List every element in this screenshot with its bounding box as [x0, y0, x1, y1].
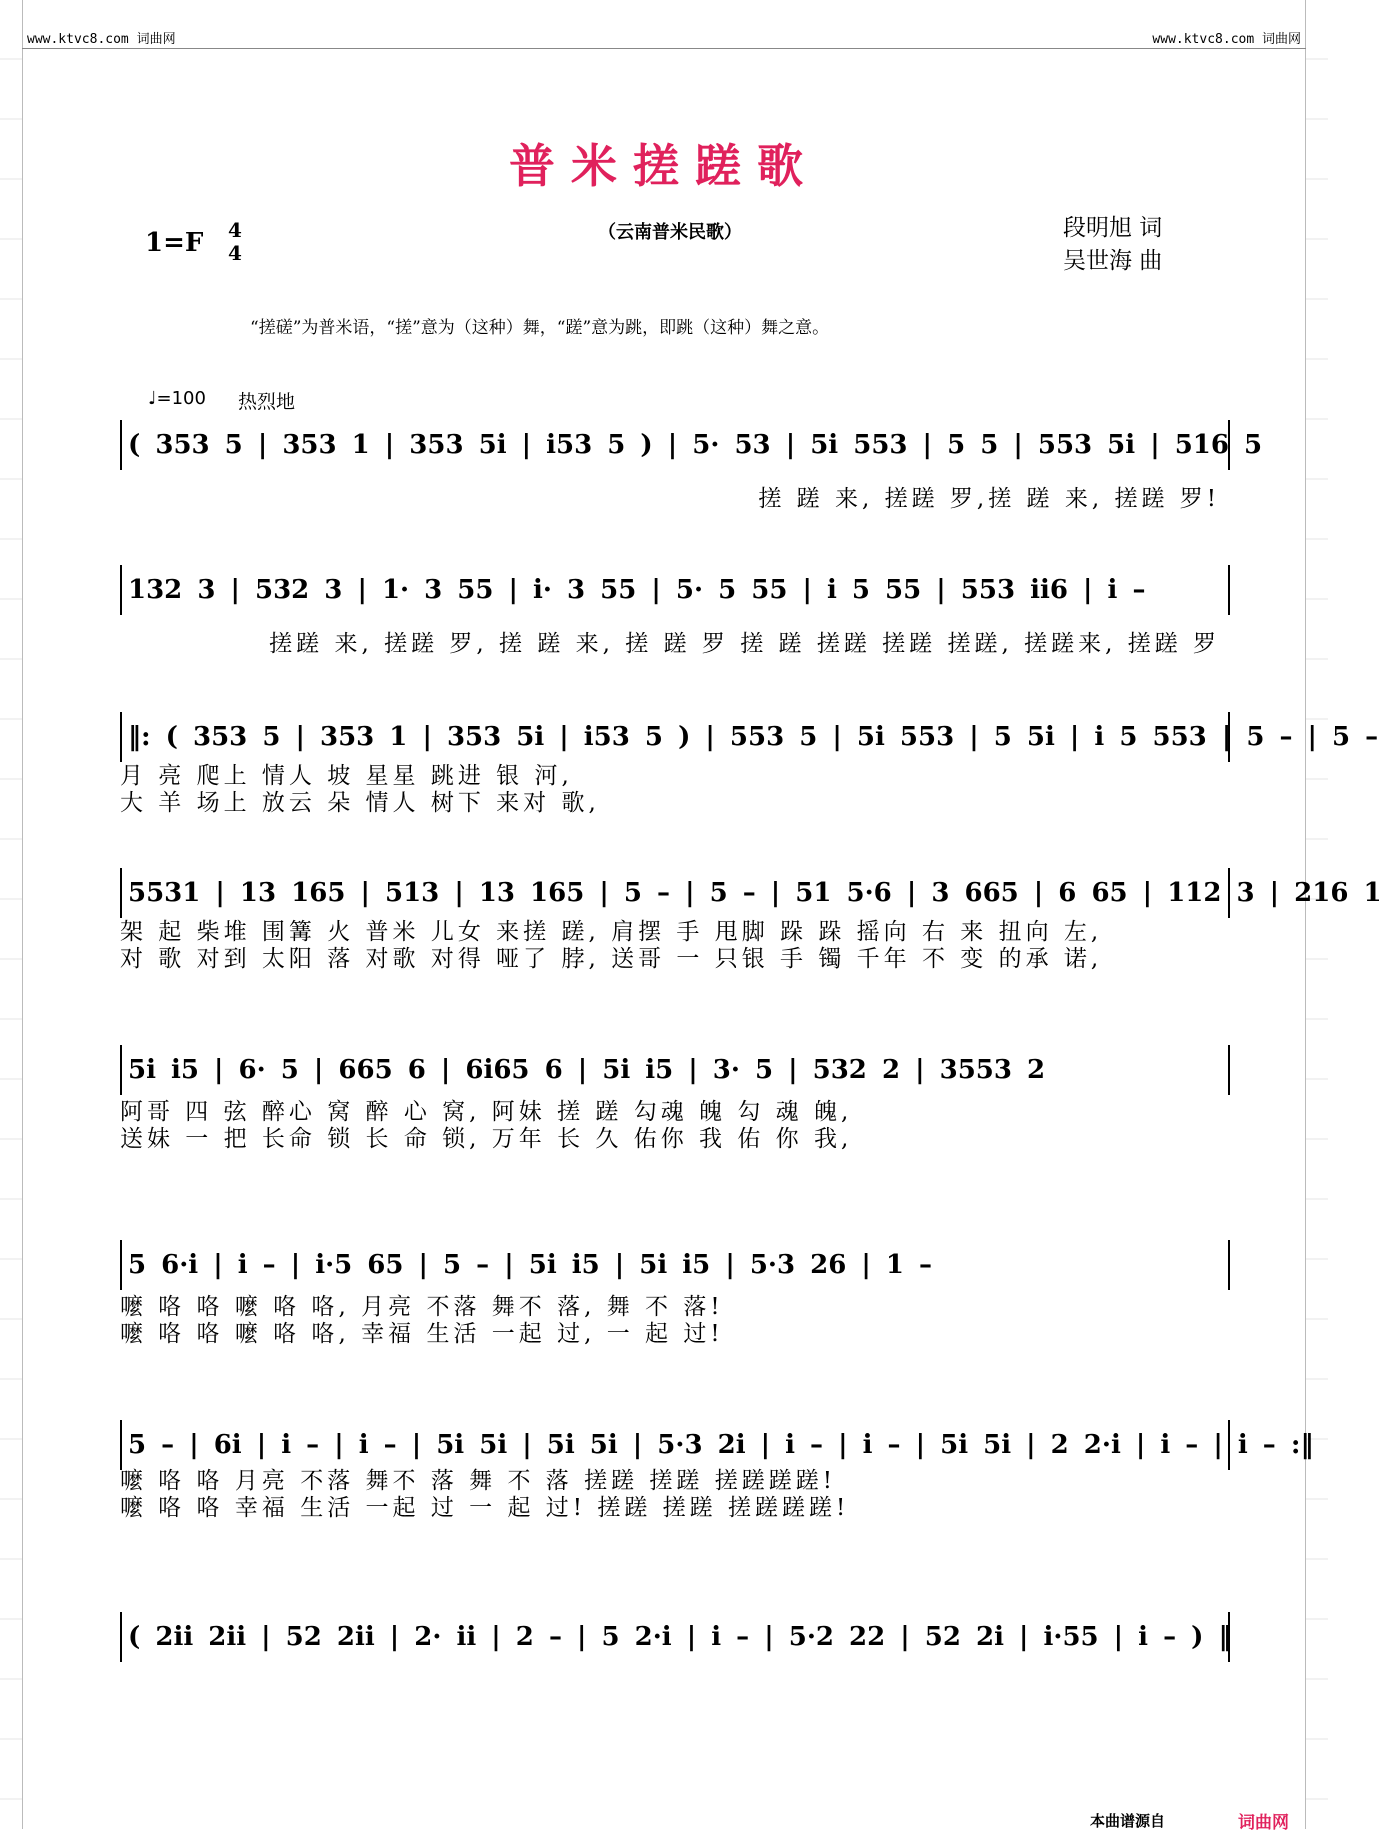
time-signature	[228, 219, 242, 265]
lyric-line: 架 起 柴堆 围篝 火 普米 儿女 来搓 蹉, 肩摆 手 甩脚 跺 跺 摇向 右 来 扭向 左,	[120, 919, 1103, 945]
tempo-mark: ♩=100	[148, 388, 206, 409]
jianpu-notes: 5 – | 6i | i – | i – | 5i 5i | 5i 5i | 5·3 2i | i – | i – | 5i 5i | 2 2·i | i – | i – :‖	[120, 1420, 1230, 1470]
lyric-line: 送妹 一 把 长命 锁 长 命 锁, 万年 长 久 佑你 我 佑 你 我,	[120, 1126, 853, 1152]
staff-system	[0, 1240, 1328, 1360]
staff-system	[0, 420, 1328, 540]
key-signature: 1=F	[145, 228, 204, 258]
time-numerator: 4	[228, 218, 242, 242]
site-watermark-left: www.ktvc8.com 词曲网	[27, 32, 176, 47]
credits	[1063, 212, 1162, 278]
lyric-line: 嚒 咯 咯 嚒 咯 咯, 幸福 生活 一起 过, 一 起 过!	[120, 1321, 724, 1347]
staff-system	[0, 1612, 1328, 1732]
header-rule	[22, 48, 1306, 49]
lyric-line: 嚒 咯 咯 嚒 咯 咯, 月亮 不落 舞不 落, 舞 不 落!	[120, 1294, 724, 1320]
composer: 吴世海 曲	[1063, 248, 1163, 274]
jianpu-notes: 132 3 | 532 3 | 1· 3 55 | i· 3 55 | 5· 5 55 | i 5 55 | 553 ii6 | i –	[120, 565, 1230, 615]
footer-source-label: 本曲谱源自	[1090, 1812, 1166, 1830]
jianpu-notes: ‖: ( 353 5 | 353 1 | 353 5i | i53 5 ) | 553 5 | 5i 553 | 5 5i | i 5 553 | 5 – | 5 –	[120, 712, 1230, 762]
lyricist: 段明旭 词	[1063, 215, 1163, 241]
jianpu-notes: 5i i5 | 6· 5 | 665 6 | 6i65 6 | 5i i5 | 3· 5 | 532 2 | 3553 2	[120, 1045, 1230, 1095]
lyric-line: 搓蹉 来, 搓蹉 罗, 搓 蹉 来, 搓 蹉 罗 搓 蹉 搓蹉 搓蹉 搓蹉, 搓蹉来, 搓蹉 罗	[269, 631, 1220, 657]
title-note: “搓磋”为普米语，“搓”意为（这种）舞，“蹉”意为跳，即跳（这种）舞之意。	[250, 318, 830, 338]
jianpu-notes: ( 353 5 | 353 1 | 353 5i | i53 5 ) | 5· 53 | 5i 553 | 5 5 | 553 5i | 516 5	[120, 420, 1230, 470]
lyric-line: 嚒 咯 咯 月亮 不落 舞不 落 舞 不 落 搓蹉 搓蹉 搓蹉蹉蹉!	[120, 1468, 836, 1494]
lyric-line: 搓 蹉 来, 搓蹉 罗,搓 蹉 来, 搓蹉 罗!	[758, 486, 1220, 512]
lyric-line: 阿哥 四 弦 醉心 窝 醉 心 窝, 阿妹 搓 蹉 勾魂 魄 勾 魂 魄,	[120, 1099, 853, 1125]
song-title: 普米搓蹉歌	[509, 139, 819, 193]
footer-logo: 词曲网	[1238, 1813, 1289, 1833]
tempo-description: 热烈地	[238, 391, 296, 413]
song-subtitle: （云南普米民歌）	[598, 222, 742, 243]
jianpu-notes: 5531 | 13 165 | 513 | 13 165 | 5 – | 5 – | 51 5·6 | 3 665 | 6 65 | 112 3 | 216 1	[120, 868, 1230, 918]
lyric-line: 对 歌 对到 太阳 落 对歌 对得 哑了 脖, 送哥 一 只银 手 镯 千年 不 变 的承 诺,	[120, 946, 1103, 972]
staff-system	[0, 1420, 1328, 1540]
jianpu-notes: 5 6·i | i – | i·5 65 | 5 – | 5i i5 | 5i i5 | 5·3 26 | 1 –	[120, 1240, 1230, 1290]
jianpu-notes: ( 2ii 2ii | 52 2ii | 2· ii | 2 – | 5 2·i | i – | 5·2 22 | 52 2i | i·55 | i – ) ‖	[120, 1612, 1230, 1662]
lyric-line: 大 羊 场上 放云 朵 情人 树下 来对 歌,	[120, 790, 600, 816]
staff-system	[0, 868, 1382, 988]
staff-system	[0, 565, 1328, 685]
staff-system	[0, 1045, 1328, 1165]
staff-system	[0, 712, 1379, 832]
lyric-line: 嚒 咯 咯 幸福 生活 一起 过 一 起 过! 搓蹉 搓蹉 搓蹉蹉蹉!	[120, 1495, 850, 1521]
site-watermark-right: www.ktvc8.com 词曲网	[1152, 32, 1301, 47]
lyric-line: 月 亮 爬上 情人 坡 星星 跳进 银 河,	[120, 763, 573, 789]
time-denominator: 4	[228, 241, 242, 265]
